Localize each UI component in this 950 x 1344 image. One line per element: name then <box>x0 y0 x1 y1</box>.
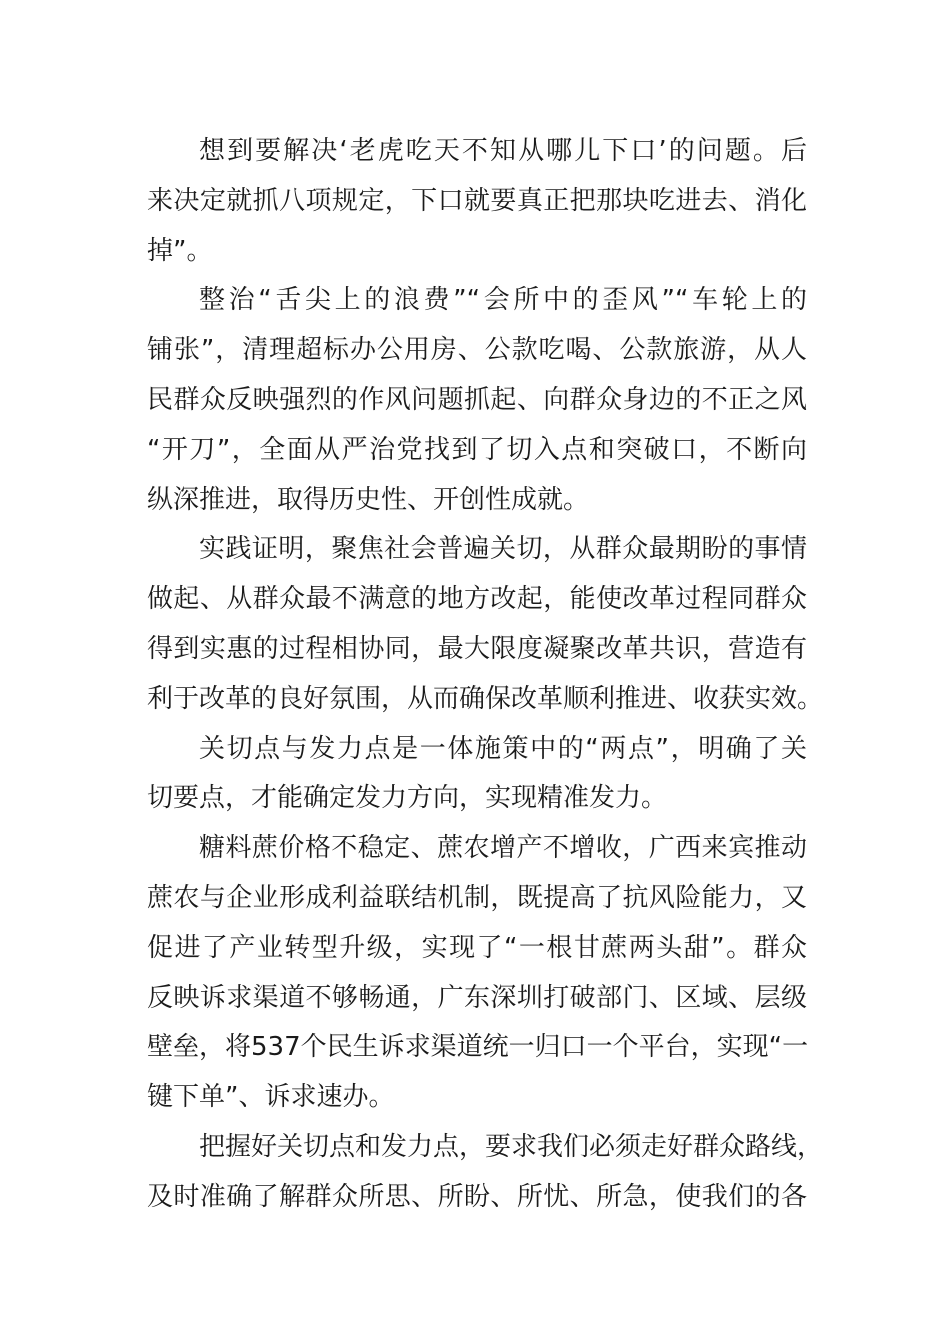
text-line: 实践证明，聚焦社会普遍关切，从群众最期盼的事情 <box>199 534 807 565</box>
text-line: 来决定就抓八项规定，下口就要真正把那块吃进去、消化 <box>147 185 807 216</box>
text-line: 糖料蔗价格不稳定、蔗农增产不增收，广西来宾推动 <box>199 833 807 864</box>
text-line: 键下单”、诉求速办。 <box>147 1082 395 1113</box>
text-line: 及时准确了解群众所思、所盼、所忧、所急，使我们的各 <box>147 1181 807 1212</box>
paragraph <box>147 525 824 724</box>
text-line: 反映诉求渠道不够畅通，广东深圳打破部门、区域、层级 <box>147 982 807 1013</box>
text-line: 做起、从群众最不满意的地方改起，能使改革过程同群众 <box>147 584 807 615</box>
paragraph <box>147 824 807 1123</box>
text-line: 得到实惠的过程相协同，最大限度凝聚改革共识，营造有 <box>147 633 807 664</box>
text-line: 促进了产业转型升级，实现了“一根甘蔗两头甜”。群众 <box>147 932 807 963</box>
text-line: 把握好关切点和发力点，要求我们必须走好群众路线， <box>199 1131 824 1162</box>
paragraph <box>147 725 807 825</box>
text-line: 切要点，才能确定发力方向，实现精准发力。 <box>147 783 668 814</box>
paragraph <box>147 1123 824 1223</box>
text-line: 铺张”，清理超标办公用房、公款吃喝、公款旅游，从人 <box>147 335 807 366</box>
paragraph <box>147 276 807 525</box>
paragraph <box>147 127 807 276</box>
body-text <box>147 127 824 1223</box>
text-line: 利于改革的良好氛围，从而确保改革顺利推进、收获实效。 <box>147 683 824 714</box>
text-line: 想到要解决‘老虎吃天不知从哪儿下口’的问题。后 <box>199 136 807 166</box>
text-line: 掉”。 <box>147 235 213 266</box>
text-line: “开刀”，全面从严治党找到了切入点和突破口，不断向 <box>147 434 807 465</box>
text-line: 关切点与发力点是一体施策中的“两点”，明确了关 <box>199 733 807 764</box>
text-line: 壁垒，将537个民生诉求渠道统一归口一个平台，实现“一 <box>147 1032 809 1063</box>
text-line: 整治“舌尖上的浪费”“会所中的歪风”“车轮上的 <box>199 285 807 316</box>
text-line: 蔗农与企业形成利益联结机制，既提高了抗风险能力，又 <box>147 882 807 913</box>
text-line: 民群众反映强烈的作风问题抓起、向群众身边的不正之风 <box>147 384 807 415</box>
text-line: 纵深推进，取得历史性、开创性成就。 <box>147 484 590 515</box>
